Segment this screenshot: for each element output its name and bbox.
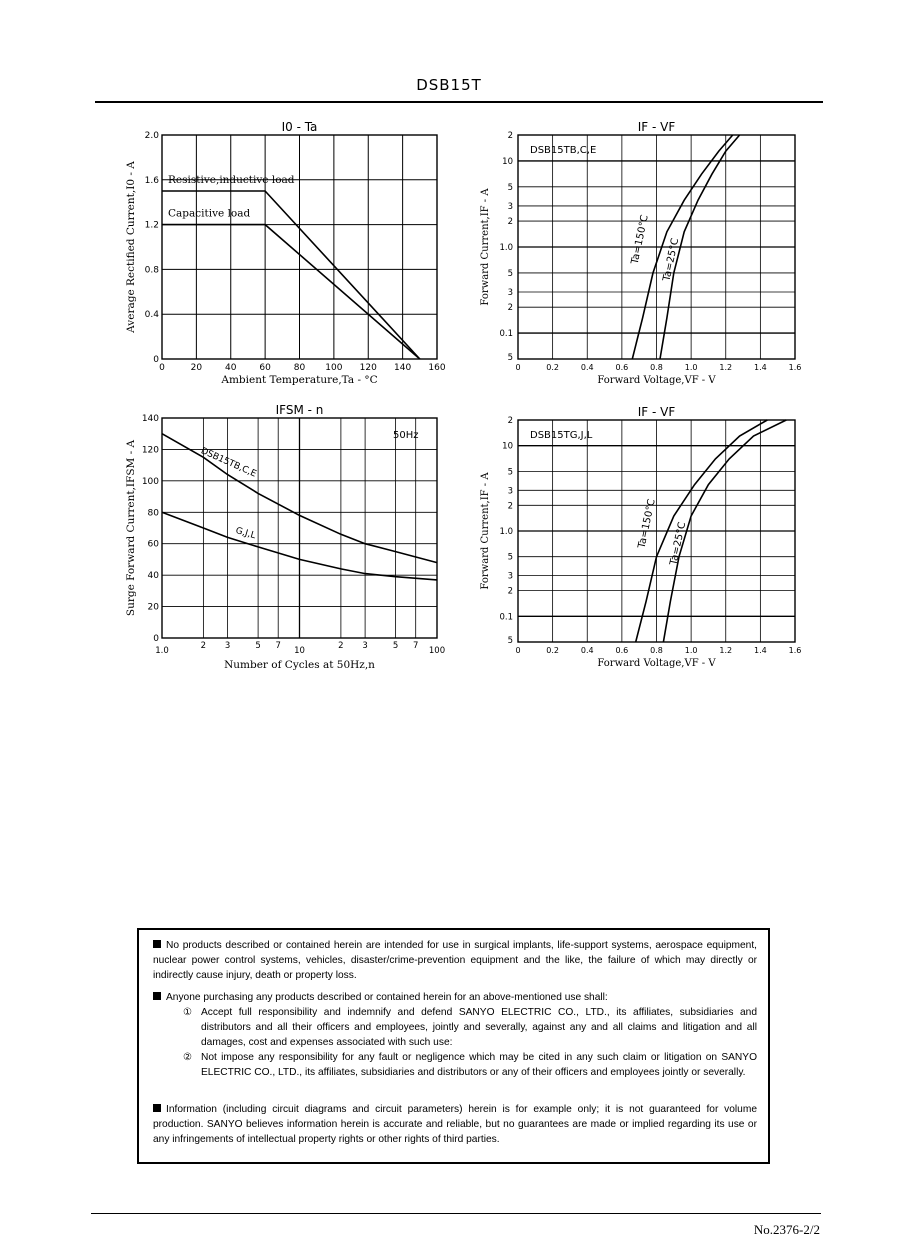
chart-annotation: DSB15TG,J,L — [530, 430, 593, 441]
x-tick-label: 0.6 — [615, 363, 629, 372]
x-tick-label: 140 — [394, 363, 412, 373]
y-tick-label: 100 — [141, 476, 159, 487]
series-label: G,J,L — [234, 525, 257, 542]
y-axis-label: Forward Current,IF - A — [480, 472, 491, 590]
x-tick-label: 0.4 — [580, 646, 594, 655]
series-label: Ta=150°C — [629, 214, 651, 266]
y-tick-label: 5 — [507, 353, 513, 363]
y-tick-label: 2.0 — [144, 131, 159, 141]
x-tick-label: 0.2 — [546, 646, 559, 655]
x-tick-label: 80 — [293, 363, 306, 373]
x-axis-label: Forward Voltage,VF - V — [597, 375, 716, 386]
x-tick-label: 1.0 — [684, 363, 698, 372]
page-number: No.2376-2/2 — [753, 1222, 820, 1237]
y-tick-label: 2 — [507, 131, 513, 141]
x-tick-label: 10 — [294, 646, 305, 656]
item-number: ① — [183, 1007, 193, 1018]
y-tick-label: 5 — [507, 268, 513, 279]
x-tick-label: 5 — [255, 641, 261, 651]
x-tick-label: 1.6 — [788, 646, 802, 655]
x-tick-label: 0.4 — [580, 363, 594, 372]
square-bullet-icon — [153, 940, 161, 948]
chart-title: IF - VF — [637, 405, 676, 419]
chart-io-ta — [125, 120, 446, 386]
disclaimer-paragraph-3 — [153, 1102, 757, 1147]
disclaimer-box — [137, 928, 770, 1164]
y-tick-label: 1.0 — [499, 243, 513, 253]
x-tick-label: 7 — [412, 641, 419, 651]
y-tick-label: 5 — [507, 636, 513, 646]
y-tick-label: 3 — [507, 201, 513, 212]
document-title: DSB15T — [416, 76, 482, 94]
chart-annotation: 50Hz — [393, 430, 419, 441]
chart-title: I0 - Ta — [281, 120, 318, 134]
x-tick-label: 120 — [359, 363, 377, 373]
y-tick-label: 0.4 — [144, 310, 159, 321]
x-tick-label: 2 — [200, 641, 207, 651]
y-tick-label: 2 — [507, 416, 513, 426]
disclaimer-item-1 — [183, 1005, 757, 1050]
y-tick-label: 0 — [153, 634, 159, 644]
y-tick-label: 60 — [147, 539, 159, 550]
y-tick-label: 2 — [507, 586, 513, 597]
x-tick-label: 60 — [259, 363, 271, 373]
y-tick-label: 140 — [141, 414, 159, 424]
disclaimer-text-2: Anyone purchasing any products described or contained herein for an above-mentioned use shall: — [166, 992, 608, 1003]
x-tick-label: 1.4 — [754, 646, 767, 655]
y-tick-label: 2 — [507, 303, 513, 314]
x-tick-label: 0.2 — [546, 363, 559, 372]
y-tick-label: 2 — [507, 501, 513, 512]
disclaimer-paragraph-2 — [153, 990, 757, 1080]
x-tick-label: 0.6 — [615, 646, 629, 655]
x-tick-label: 1.6 — [788, 363, 802, 372]
y-tick-label: 2 — [507, 217, 513, 228]
chart-title: IFSM - n — [275, 403, 324, 417]
x-tick-label: 1.2 — [719, 363, 733, 372]
x-tick-label: 3 — [224, 641, 231, 651]
disclaimer-text-1: No products described or contained herein are intended for use in surgical implants, life-support systems, aerospace equipment, nuclear power control systems, vehicles, disaster/crime-prevention equipment and the like, the failure of which may directly or indirectly cause injury, death or property loss. — [153, 940, 757, 981]
y-tick-label: 20 — [147, 602, 159, 613]
x-tick-label: 1.0 — [155, 646, 169, 656]
x-tick-label: 0 — [515, 363, 521, 372]
series-label: Ta=150°C — [636, 498, 658, 550]
y-tick-label: 40 — [147, 571, 159, 582]
chart-title: IF - VF — [637, 120, 676, 134]
x-tick-label: 0 — [515, 646, 521, 655]
series-line — [162, 225, 420, 359]
y-tick-label: 1.2 — [144, 220, 159, 231]
x-tick-label: 20 — [190, 363, 203, 373]
x-tick-label: 3 — [362, 641, 368, 651]
chart-annotation: DSB15TB,C,E — [530, 145, 597, 156]
y-axis-label: Average Rectified Current,I0 - A — [125, 161, 137, 333]
chart-if-vf — [480, 120, 801, 386]
y-tick-label: 1.0 — [499, 527, 513, 537]
y-tick-label: 80 — [147, 508, 159, 519]
y-tick-label: 0.8 — [144, 265, 159, 276]
x-tick-label: 1.0 — [684, 646, 698, 655]
series-label: Ta=25°C — [668, 521, 689, 567]
x-tick-label: 1.2 — [719, 646, 733, 655]
x-tick-label: 100 — [325, 363, 343, 373]
y-axis-label: Forward Current,IF - A — [480, 188, 491, 306]
series-label: Capacitive load — [168, 207, 251, 220]
y-tick-label: 0.1 — [499, 612, 513, 623]
x-axis-label: Ambient Temperature,Ta - °C — [221, 374, 378, 386]
series-label: Resistive,inductive load — [168, 174, 295, 186]
y-tick-label: 120 — [141, 445, 159, 456]
item-text: Not impose any responsibility for any fault or negligence which may be cited in any such claim or litigation on SANYO ELECTRIC CO., LTD., its affiliates, subsidiaries and distributors or any of their officers and employees jointly or severally. — [201, 1052, 757, 1078]
x-tick-label: 40 — [225, 363, 237, 373]
x-tick-label: 5 — [392, 641, 399, 651]
square-bullet-icon — [153, 992, 161, 1000]
item-text: Accept full responsibility and indemnify and defend SANYO ELECTRIC CO., LTD., its affiliates, subsidiaries and distributors and all their officers and employees, jointly and severally, against any and all claims and litigation and all damages, cost and expenses associated with such use: — [201, 1007, 757, 1048]
footer-rule — [91, 1213, 821, 1214]
x-tick-label: 0.8 — [650, 363, 663, 372]
y-tick-label: 5 — [507, 182, 513, 193]
x-tick-label: 7 — [275, 641, 281, 651]
disclaimer-item-2 — [183, 1050, 757, 1080]
x-axis-label: Forward Voltage,VF - V — [597, 658, 716, 669]
x-tick-label: 0.8 — [650, 646, 663, 655]
y-tick-label: 0.1 — [499, 329, 513, 340]
chart-if-vf — [480, 405, 801, 669]
x-tick-label: 1.4 — [754, 363, 767, 372]
x-tick-label: 160 — [428, 363, 446, 373]
y-tick-label: 3 — [507, 486, 513, 497]
y-tick-label: 10 — [502, 441, 513, 452]
x-axis-label: Number of Cycles at 50Hz,n — [224, 659, 375, 671]
item-number: ② — [183, 1052, 193, 1063]
x-tick-label: 0 — [159, 363, 165, 373]
y-tick-label: 0 — [153, 355, 159, 365]
y-tick-label: 3 — [507, 288, 513, 299]
series-label: DSB15TB,C,E — [199, 446, 258, 480]
y-tick-label: 5 — [507, 467, 513, 478]
disclaimer-text-3: Information (including circuit diagrams and circuit parameters) herein is for example only; it is not guaranteed for volume production. SANYO believes information herein is accurate and reliable, but no guarantees are made or implied regarding its use or any infringements of intellectual property rights or other rights of third parties. — [153, 1104, 757, 1145]
chart-ifsm-n — [125, 403, 445, 671]
x-tick-label: 100 — [428, 646, 446, 656]
x-tick-label: 2 — [338, 641, 344, 651]
y-tick-label: 3 — [507, 571, 513, 582]
square-bullet-icon — [153, 1104, 161, 1112]
y-axis-label: Surge Forward Current,IFSM - A — [125, 439, 137, 617]
y-tick-label: 1.6 — [144, 175, 159, 186]
disclaimer-paragraph-1 — [153, 938, 757, 983]
y-tick-label: 10 — [502, 156, 513, 167]
y-tick-label: 5 — [507, 552, 513, 563]
series-label: Ta=25°C — [661, 237, 682, 283]
